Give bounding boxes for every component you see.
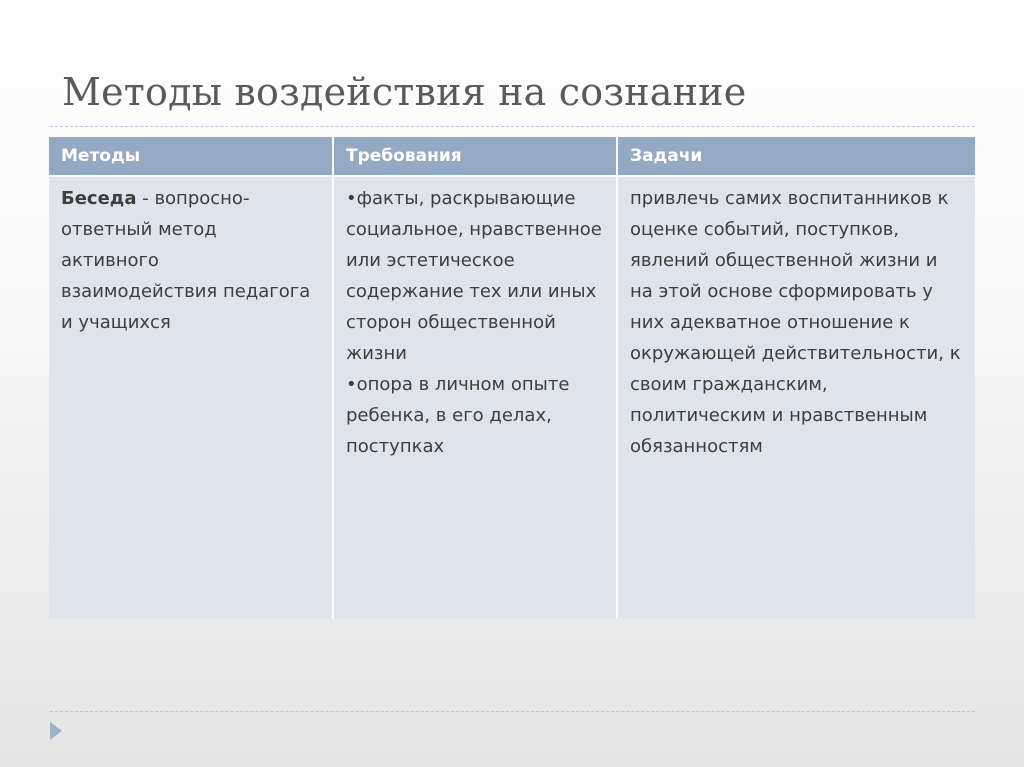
method-term: Беседа <box>61 188 137 209</box>
header-methods: Методы <box>49 137 333 176</box>
footer-divider <box>50 711 975 712</box>
table-header-row <box>49 137 975 176</box>
requirement-item: •факты, раскрывающие социальное, нравственное или эстетическое содержание тех или иных сторон общественной жизни <box>346 188 602 364</box>
slide-title: Методы воздействия на сознание <box>62 70 747 114</box>
header-requirements: Требования <box>333 137 617 176</box>
cell-method <box>49 176 333 619</box>
table-row <box>49 176 975 619</box>
cell-tasks: привлечь самих воспитанников к оценке событий, поступков, явлений общественной жизни и на этой основе сформировать у них адекватное отношение к окружающей действительности, к своим гражданским, политическим и нравственным обязанностям <box>617 176 975 619</box>
requirement-item: •опора в личном опыте ребенка, в его делах, поступках <box>346 374 570 457</box>
cell-requirements <box>333 176 617 619</box>
methods-table <box>49 137 975 619</box>
method-description: - вопросно-ответный метод активного взаимодействия педагога и учащихся <box>61 188 311 333</box>
header-tasks: Задачи <box>617 137 975 176</box>
title-divider <box>50 126 975 127</box>
play-arrow-icon[interactable] <box>50 722 62 740</box>
